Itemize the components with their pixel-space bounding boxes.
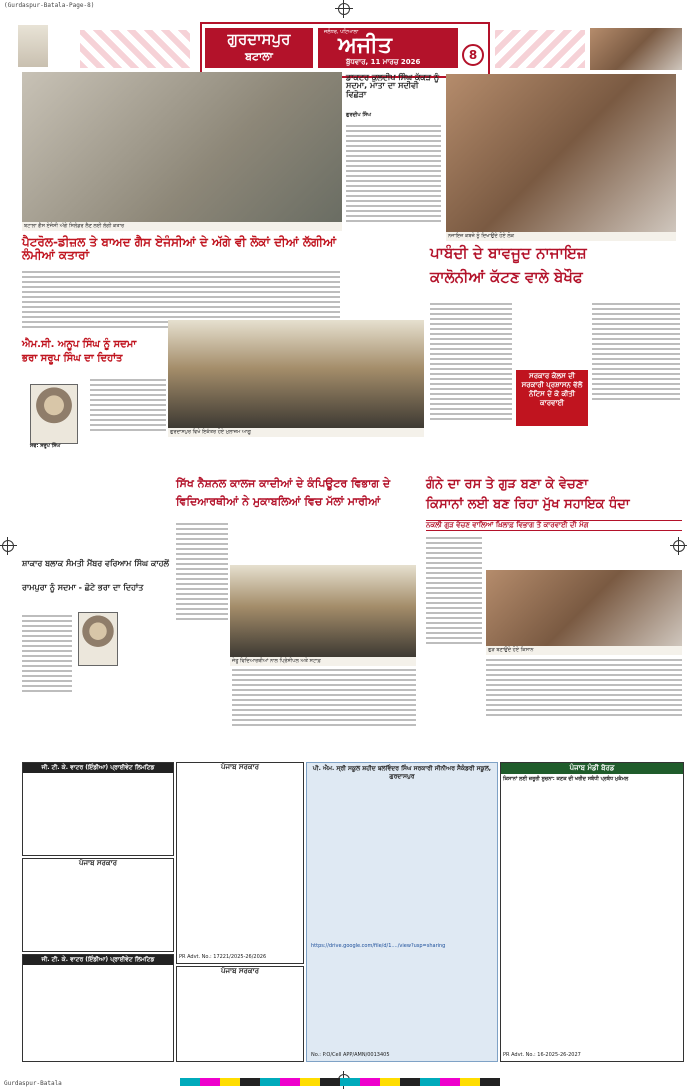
colonies-body bbox=[592, 300, 680, 470]
obituary-1-body bbox=[90, 376, 166, 456]
obituary-2-subheadline: ਰਾਮਪੁਰਾ ਨੂੰ ਸਦਮਾ - ਛੋਟੇ ਭਰਾ ਦਾ ਦਿਹਾਂਤ bbox=[22, 583, 144, 592]
ad-reference: No.: P.O/Cell APP/AMN/0013405 bbox=[311, 1052, 390, 1058]
ad-title: ਪੰਜਾਬ ਸਰਕਾਰ bbox=[78, 859, 117, 867]
college-headline-1: ਸਿੱਖ ਨੈਸ਼ਨਲ ਕਾਲਜ ਕਾਦੀਆਂ ਦੇ ਕੰਪਿਊਟਰ ਵਿਭਾਗ ਦੇ bbox=[176, 477, 391, 490]
ad-title: ਪੰਜਾਬ ਸਰਕਾਰ bbox=[220, 763, 259, 771]
photo-caption: ਬਟਾਲਾ ਗੈਸ ਏਜੰਸੀ ਅੱਗੇ ਸਿਲੰਡਰ ਲੈਣ ਲਈ ਲੱਗੀ ਕਤਾਰ bbox=[22, 222, 342, 231]
publish-date: ਬੁੱਧਵਾਰ, 11 ਮਾਰਚ 2026 bbox=[346, 58, 421, 66]
page-number: 8 bbox=[462, 44, 484, 66]
punjab-govt-notice bbox=[176, 966, 304, 1062]
colonies-headline-2: ਕਾਲੋਨੀਆਂ ਕੱਟਣ ਵਾਲੇ ਬੇਖੌਫ bbox=[430, 268, 583, 286]
mandi-board-notice bbox=[500, 762, 684, 1062]
crop-mark-text: (Gurdaspur-Batala-Page-8) bbox=[4, 2, 95, 9]
sugarcane-headline-2: ਕਿਸਾਨਾਂ ਲਈ ਬਣ ਰਿਹਾ ਮੁੱਖ ਸਹਾਇਕ ਧੰਦਾ bbox=[426, 497, 630, 512]
obituary-2-headline: ਸ਼ਾਕਾਰ ਬਲਾਕ ਸੰਮਤੀ ਮੈਂਬਰ ਵਰਿਆਮ ਸਿੰਘ ਕਾਹਲੋਂ bbox=[22, 559, 169, 568]
registration-mark-icon bbox=[673, 540, 685, 552]
ad-reference: PR Advt. No.: 16-2025-26-2027 bbox=[503, 1052, 581, 1058]
ad-link[interactable]: https://drive.google.com/file/d/1..../view?usp=sharing bbox=[311, 943, 446, 949]
header-pattern bbox=[495, 30, 585, 68]
punjab-govt-notice bbox=[22, 858, 174, 952]
photo-caption: ਜੇਤੂ ਵਿਦਿਆਰਥੀਆਂ ਨਾਲ ਪ੍ਰਿੰਸੀਪਲ ਅਤੇ ਸਟਾਫ਼ bbox=[230, 657, 416, 666]
school-notice bbox=[306, 762, 498, 1062]
masthead-right-brand bbox=[318, 28, 458, 68]
jaggery-photo bbox=[486, 570, 682, 646]
photo-caption: ਗੁੜ ਬਣਾਉਂਦੇ ਹੋਏ ਕਿਸਾਨ bbox=[486, 646, 682, 655]
sugarcane-subhead: ਨਕਲੀ ਗੁੜ ਵੇਚਣ ਵਾਲਿਆਂ ਖ਼ਿਲਾਫ਼ ਵਿਭਾਗ ਤੋਂ ਕਾਰਵਾਈ ਦੀ ਮੰਗ bbox=[426, 520, 682, 531]
registration-mark-icon bbox=[2, 540, 14, 552]
gurudwara-illustration bbox=[18, 25, 48, 67]
top-story-headline: ਪੈਟਰੋਲ-ਡੀਜ਼ਲ ਤੇ ਬਾਅਦ ਗੈਸ ਏਜੰਸੀਆਂ ਦੇ ਅੱਗੇ ਵੀ ਲੋਕਾਂ ਦੀਆਂ ਲੱਗੀਆਂ ਲੰਮੀਆਂ ਕਤਾਰਾਂ bbox=[22, 235, 337, 262]
obituary-2-body bbox=[22, 612, 72, 762]
college-body bbox=[232, 666, 416, 760]
colonies-body bbox=[430, 300, 512, 470]
right-story-body bbox=[346, 122, 441, 242]
ad-body: ਕਿਸਾਨਾਂ ਲਈ ਜ਼ਰੂਰੀ ਸੂਚਨਾ: ਕਣਕ ਦੀ ਖਰੀਦ ਸਬੰਧੀ ਪ੍ਰਬੰਧ ਮੁਕੰਮਲ bbox=[503, 776, 629, 782]
sugarcane-headline-1: ਗੰਨੇ ਦਾ ਰਸ ਤੇ ਗੁੜ ਬਣਾ ਕੇ ਵੇਚਣਾ bbox=[426, 477, 588, 492]
gtk-water-notice bbox=[22, 954, 174, 1062]
ad-reference: PR Advt. No.: 17221/2025-26/2026 bbox=[179, 954, 267, 960]
sugarcane-body bbox=[426, 534, 482, 760]
right-story-headline: ਡਾਕਟਰ ਕੁਲਦੀਪ ਸਿੰਘ ਕੱਕੜ ਨੂੰ ਸਦਮਾ, ਮਾਤਾ ਦਾ ਸਦੀਵੀ ਵਿਛੋੜਾ bbox=[346, 73, 440, 99]
colonies-headline-1: ਪਾਬੰਦੀ ਦੇ ਬਾਵਜੂਦ ਨਾਜਾਇਜ਼ bbox=[430, 244, 587, 262]
ad-title: ਜੀ. ਟੀ. ਕੇ. ਵਾਟਰ (ਇੰਡੀਆ) ਪ੍ਰਾਈਵੇਟ ਲਿਮਟਿਡ bbox=[23, 763, 173, 773]
obituary-1-subheadline: ਭਰਾ ਸਰੂਪ ਸਿੰਘ ਦਾ ਦਿਹਾਂਤ bbox=[22, 353, 123, 364]
pull-quote: ਸਰਕਾਰ ਕੋਲਸ ਦੀ ਸਰਕਾਰੀ ਪ੍ਰਸ਼ਾਸਨ ਵੱਲੋਂ ਨੋਟਿਸ ਦੇ ਕੇ ਕੀਤੀ ਕਾਰਵਾਈ bbox=[516, 370, 588, 426]
photo-caption: ਗੁਰਦਾਸਪੁਰ ਵਿਖੇ ਇਕੱਤਰ ਹੋਏ ਮੁਲਾਜ਼ਮ ਆਗੂ bbox=[168, 428, 424, 437]
portrait-photo bbox=[78, 612, 118, 666]
portrait-photo bbox=[30, 384, 78, 444]
college-headline-2: ਵਿਦਿਆਰਥੀਆਂ ਨੇ ਮੁਕਾਬਲਿਆਂ ਵਿਚ ਮੱਲਾਂ ਮਾਰੀਆਂ bbox=[176, 495, 381, 508]
students-photo bbox=[230, 565, 416, 657]
masthead-small-text: ਜਲੰਧਰ, ਪਟਿਆਲਾ bbox=[324, 29, 359, 35]
portrait-caption: ਸਵ: ਸਰੂਪ ਸਿੰਘ bbox=[30, 443, 61, 449]
ad-title: ਪੀ. ਐਮ. ਸ੍ਰੀ ਸਕੂਲ ਸ਼ਹੀਦ ਬਲਵਿੰਦਰ ਸਿੰਘ ਸਰਕਾਰੀ ਸੀਨੀਅਰ ਸੈਕੰਡਰੀ ਸਕੂਲ, ਗੁਰਦਾਸਪੁਰ bbox=[312, 765, 492, 780]
college-body bbox=[176, 520, 228, 760]
illegal-encroachment-photo bbox=[446, 74, 676, 232]
heritage-building-illustration bbox=[590, 28, 682, 70]
punjab-govt-notice bbox=[176, 762, 304, 964]
gas-queue-photo bbox=[22, 72, 342, 222]
newspaper-logo: ਅਜੀਤ bbox=[338, 33, 392, 58]
color-bar bbox=[180, 1078, 500, 1086]
gtk-water-notice bbox=[22, 762, 174, 856]
registration-mark-icon bbox=[338, 3, 350, 15]
edition-subname: ਬਟਾਲਾ bbox=[245, 50, 273, 63]
header-pattern bbox=[80, 30, 190, 68]
sugarcane-body bbox=[486, 656, 682, 760]
photo-caption: ਨਜਾਇਜ਼ ਕਬਜ਼ੇ ਨੂੰ ਦਿਖਾਉਂਦੇ ਹੋਏ ਲੋਕ bbox=[446, 232, 676, 241]
byline: ਗੁਰਦੀਪ ਸਿੰਘ bbox=[346, 112, 372, 118]
crop-mark-text: Gurdaspur-Batala bbox=[4, 1080, 62, 1087]
obituary-1-headline: ਐਮ.ਸੀ. ਅਨੂਪ ਸਿੰਘ ਨੂੰ ਸਦਮਾ bbox=[22, 339, 137, 350]
ad-title: ਜੀ. ਟੀ. ਕੇ. ਵਾਟਰ (ਇੰਡੀਆ) ਪ੍ਰਾਈਵੇਟ ਲਿਮਟਿਡ bbox=[23, 955, 173, 965]
edition-name: ਗੁਰਦਾਸਪੁਰ bbox=[227, 30, 291, 48]
gathering-photo bbox=[168, 320, 424, 428]
ad-title: ਪੰਜਾਬ ਸਰਕਾਰ bbox=[220, 967, 259, 975]
ad-title: ਪੰਜਾਬ ਮੰਡੀ ਬੋਰਡ bbox=[501, 763, 683, 774]
masthead-left-brand bbox=[205, 28, 313, 68]
